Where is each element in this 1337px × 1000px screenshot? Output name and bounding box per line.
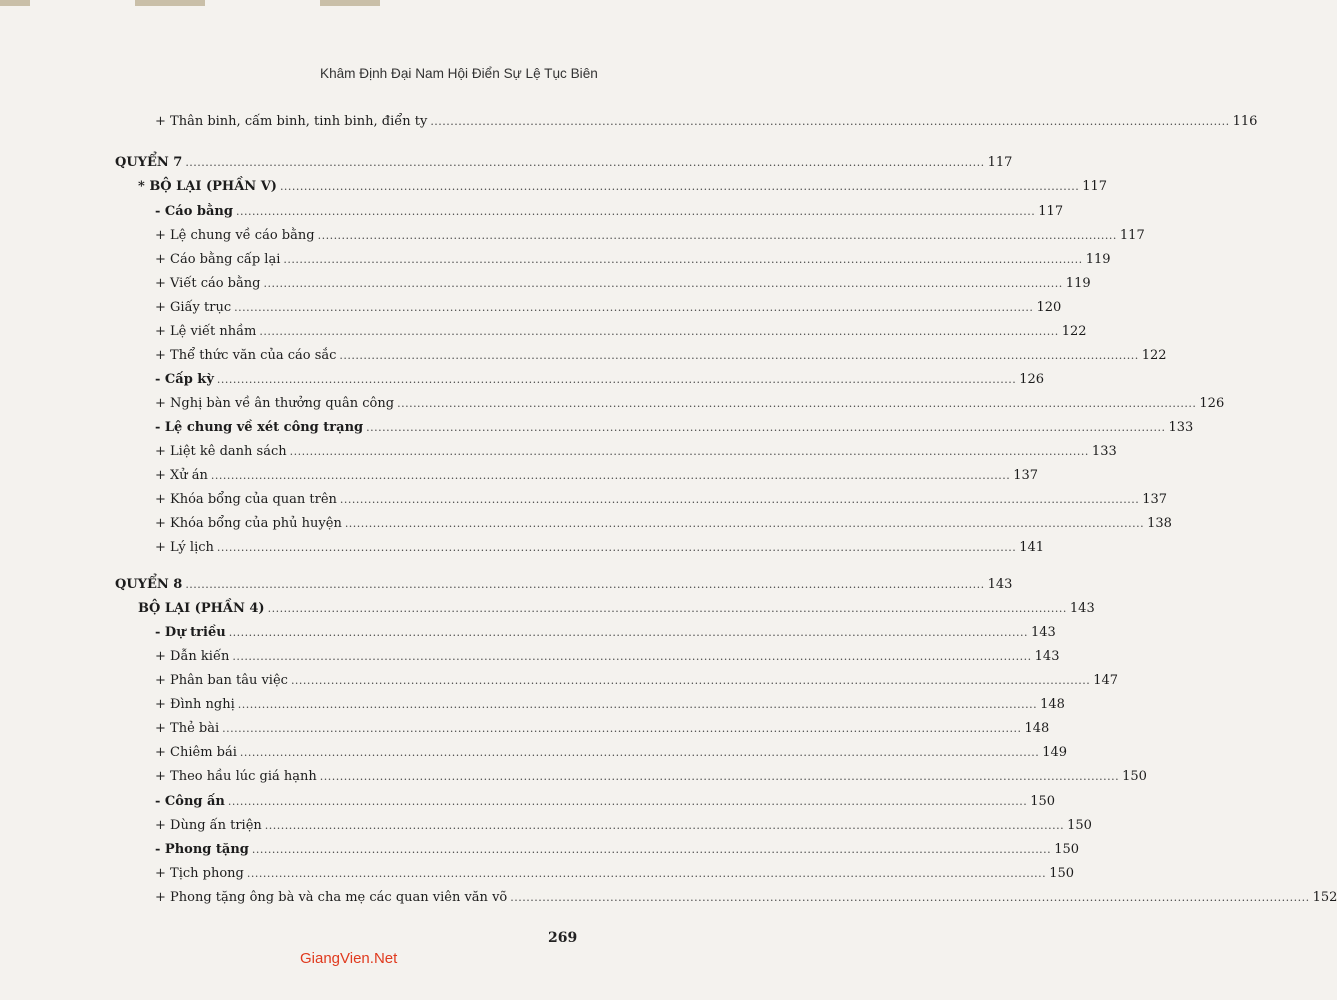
toc-entry	[155, 112, 1258, 132]
dot-leader: ........................................................................................................................................................................................................	[234, 301, 1034, 314]
dot-leader: ........................................................................................................................................................................................................	[227, 795, 1028, 808]
dot-leader: ........................................................................................................................................................................................................	[216, 373, 1017, 386]
toc-entry-title: + Phong tặng ông bà và cha mẹ các quan viên văn võ	[155, 890, 508, 905]
dot-leader: ........................................................................................................................................................................................................	[185, 578, 985, 591]
toc-entry-title: + Chiêm bái	[155, 745, 237, 760]
toc-entry	[155, 514, 1172, 534]
toc-entry-title: - Lệ chung về xét công trạng	[155, 420, 364, 435]
watermark: GiangVien.Net	[300, 950, 398, 967]
dot-leader: ........................................................................................................................................................................................................	[339, 493, 1140, 506]
toc-entry	[155, 647, 1060, 667]
toc-entry	[115, 575, 1013, 595]
toc-entry-page: 150	[1067, 818, 1092, 833]
toc-entry-page: 117	[1119, 228, 1145, 243]
toc-entry-page: 116	[1232, 114, 1258, 129]
toc-entry-title: + Liệt kê danh sách	[155, 444, 287, 459]
toc-entry	[155, 743, 1068, 763]
toc-entry-title: + Đình nghị	[155, 697, 235, 712]
toc-entry-title: + Khóa bổng của phủ huyện	[155, 516, 342, 531]
toc-entry-page: 117	[1082, 179, 1108, 194]
toc-entry-page: 138	[1147, 516, 1172, 531]
toc-entry-page: 148	[1024, 721, 1050, 736]
toc-entry-page: 137	[1013, 468, 1039, 483]
toc-entry-page: 148	[1040, 697, 1065, 712]
toc-entry-title: + Lý lịch	[155, 540, 214, 555]
toc-entry-page: 119	[1085, 252, 1111, 267]
toc-entry-title: - Công ấn	[155, 794, 225, 809]
toc-entry-title: + Xử án	[155, 468, 208, 483]
toc-entry-page: 152	[1312, 890, 1337, 905]
toc-entry-page: 150	[1122, 769, 1147, 784]
toc-entry	[155, 250, 1111, 270]
toc-entry	[138, 177, 1108, 197]
dot-leader: ........................................................................................................................................................................................................	[339, 349, 1139, 362]
dot-leader: ........................................................................................................................................................................................................	[283, 253, 1083, 266]
toc-entry-page: 122	[1061, 324, 1087, 339]
toc-entry-page: 150	[1049, 866, 1075, 881]
toc-entry	[155, 226, 1145, 246]
dot-leader: ........................................................................................................................................................................................................	[263, 277, 1063, 290]
dot-leader: ........................................................................................................................................................................................................	[279, 180, 1080, 193]
dot-leader: ........................................................................................................................................................................................................	[228, 626, 1029, 639]
toc-entry-title: + Nghị bàn về ân thưởng quân công	[155, 396, 395, 411]
toc-entry-title: - Dự triều	[155, 625, 226, 640]
toc-entry	[155, 792, 1056, 812]
dot-leader: ........................................................................................................................................................................................................	[185, 156, 985, 169]
toc-entry	[115, 153, 1013, 173]
toc-entry	[155, 346, 1167, 366]
toc-entry-page: 119	[1065, 276, 1091, 291]
toc-entry	[155, 418, 1194, 438]
dot-leader: ........................................................................................................................................................................................................	[216, 541, 1017, 554]
toc-entry	[155, 767, 1147, 787]
toc-entry-title: - Cáo bằng	[155, 204, 233, 219]
dot-leader: ........................................................................................................................................................................................................	[264, 819, 1065, 832]
toc-entry-page: 126	[1019, 372, 1045, 387]
dot-leader: ........................................................................................................................................................................................................	[267, 602, 1067, 615]
dot-leader: ........................................................................................................................................................................................................	[289, 445, 1089, 458]
toc-entry	[155, 370, 1045, 390]
toc-entry-title: + Giấy trục	[155, 300, 232, 315]
dot-leader: ........................................................................................................................................................................................................	[290, 674, 1091, 687]
toc-entry-title: - Phong tặng	[155, 842, 249, 857]
running-header: Khâm Định Đại Nam Hội Điển Sự Lệ Tục Biên	[320, 66, 598, 81]
toc-entry-title: + Thẻ bài	[155, 721, 220, 736]
toc-entry	[155, 816, 1092, 836]
dot-leader: ........................................................................................................................................................................................................	[366, 421, 1166, 434]
toc-entry	[155, 623, 1056, 643]
dot-leader: ........................................................................................................................................................................................................	[510, 891, 1310, 904]
toc-entry-page: 143	[1034, 649, 1060, 664]
toc-entry-title: + Lệ viết nhầm	[155, 324, 257, 339]
toc-entry-title: QUYỂN 7	[115, 155, 183, 170]
toc-entry	[155, 490, 1168, 510]
dot-leader: ........................................................................................................................................................................................................	[319, 770, 1120, 783]
toc-entry-page: 150	[1030, 794, 1056, 809]
toc-entry-page: 133	[1091, 444, 1117, 459]
toc-entry	[155, 274, 1091, 294]
dot-leader: ........................................................................................................................................................................................................	[397, 397, 1197, 410]
dot-leader: ........................................................................................................................................................................................................	[430, 115, 1230, 128]
toc-entry	[155, 864, 1075, 884]
toc-entry-page: 117	[987, 155, 1013, 170]
toc-entry-title: BỘ LẠI (PHẦN 4)	[138, 601, 265, 616]
toc-entry-title: + Cáo bằng cấp lại	[155, 252, 281, 267]
toc-entry-title: + Lệ chung về cáo bằng	[155, 228, 315, 243]
toc-entry-title: + Phân ban tâu việc	[155, 673, 288, 688]
toc-entry-title: QUYỂN 8	[115, 577, 183, 592]
dot-leader: ........................................................................................................................................................................................................	[235, 205, 1036, 218]
toc-entry-page: 137	[1142, 492, 1168, 507]
toc-entry-page: 150	[1054, 842, 1080, 857]
toc-entry-page: 126	[1199, 396, 1225, 411]
page-number: 269	[548, 930, 578, 946]
toc-entry-page: 141	[1019, 540, 1045, 555]
dot-leader: ........................................................................................................................................................................................................	[232, 650, 1032, 663]
toc-entry	[155, 394, 1225, 414]
toc-entry	[155, 695, 1065, 715]
dot-leader: ........................................................................................................................................................................................................	[259, 325, 1059, 338]
dot-leader: ........................................................................................................................................................................................................	[251, 843, 1052, 856]
toc-entry-title: + Viết cáo bằng	[155, 276, 261, 291]
toc-entry-page: 143	[987, 577, 1013, 592]
toc-entry	[155, 298, 1062, 318]
toc-entry-page: 149	[1042, 745, 1068, 760]
toc-entry-title: - Cấp kỳ	[155, 372, 214, 387]
dot-leader: ........................................................................................................................................................................................................	[237, 698, 1038, 711]
dot-leader: ........................................................................................................................................................................................................	[246, 867, 1047, 880]
toc-entry-title: + Dẫn kiến	[155, 649, 230, 664]
toc-entry-page: 133	[1168, 420, 1194, 435]
dot-leader: ........................................................................................................................................................................................................	[317, 229, 1117, 242]
toc-entry-page: 117	[1038, 204, 1064, 219]
toc-entry	[155, 671, 1119, 691]
toc-entry-page: 122	[1141, 348, 1167, 363]
toc-entry	[155, 202, 1064, 222]
dot-leader: ........................................................................................................................................................................................................	[222, 722, 1022, 735]
toc-entry-title: * BỘ LẠI (PHẦN V)	[138, 179, 277, 194]
toc-entry	[155, 538, 1045, 558]
toc-entry-page: 143	[1031, 625, 1056, 640]
dot-leader: ........................................................................................................................................................................................................	[210, 469, 1011, 482]
dot-leader: ........................................................................................................................................................................................................	[239, 746, 1040, 759]
toc-entry-title: + Khóa bổng của quan trên	[155, 492, 337, 507]
toc-entry-page: 143	[1069, 601, 1095, 616]
toc-entry-title: + Thể thức văn của cáo sắc	[155, 348, 337, 363]
toc-entry	[155, 888, 1337, 908]
toc-entry	[155, 466, 1039, 486]
toc-entry-page: 147	[1093, 673, 1119, 688]
toc-entry-title: + Thân binh, cấm binh, tinh binh, điển ty	[155, 114, 428, 129]
toc-entry	[155, 719, 1050, 739]
toc-entry-page: 120	[1036, 300, 1062, 315]
toc-entry-title: + Dùng ấn triện	[155, 818, 262, 833]
toc-entry	[155, 442, 1117, 462]
dot-leader: ........................................................................................................................................................................................................	[344, 517, 1145, 530]
toc-entry-title: + Tịch phong	[155, 866, 244, 881]
toc-entry	[138, 599, 1095, 619]
toc-entry	[155, 840, 1080, 860]
toc-entry-title: + Theo hầu lúc giá hạnh	[155, 769, 317, 784]
toc-entry	[155, 322, 1087, 342]
